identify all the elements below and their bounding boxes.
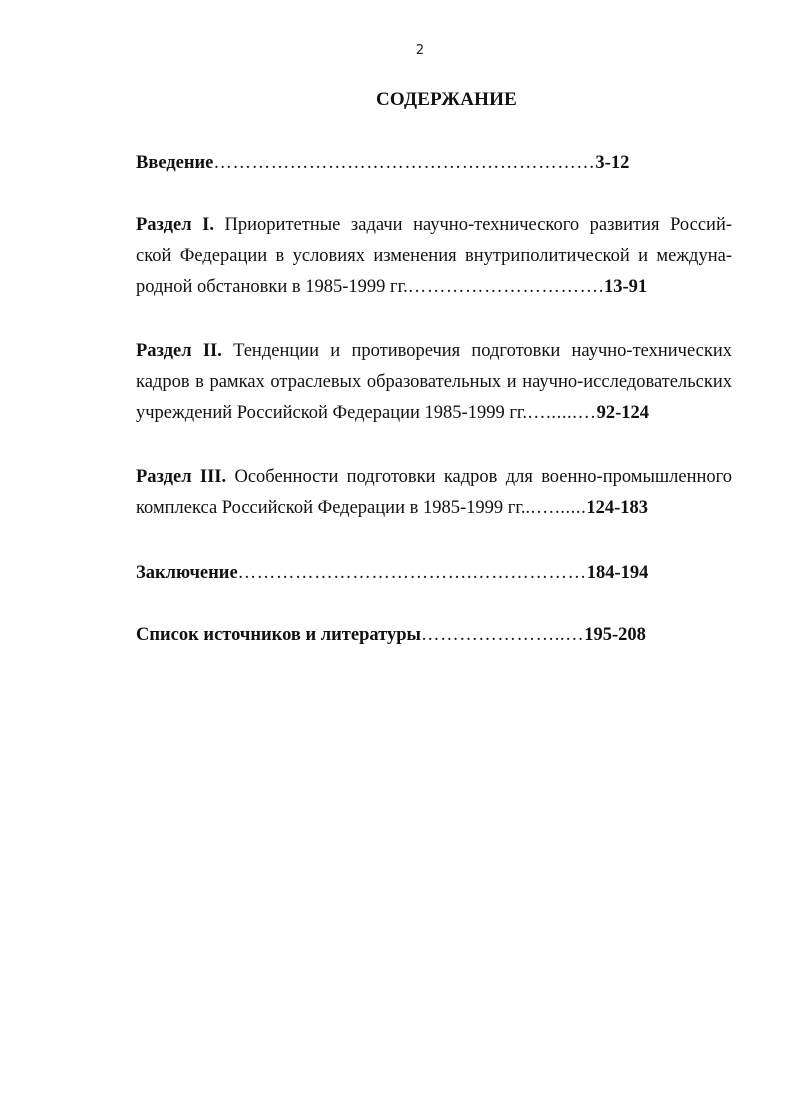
toc-entry-conclusion[interactable]	[136, 558, 732, 589]
toc-leader: …......…	[527, 403, 597, 423]
toc-entry-line	[136, 367, 732, 398]
toc-page-range: 195-208	[584, 625, 646, 645]
toc-entry-label: Раздел II.	[136, 341, 222, 361]
toc-title: СОДЕРЖАНИЕ	[376, 89, 517, 110]
toc-entry-label: Раздел III.	[136, 467, 227, 487]
toc-entry-line	[136, 493, 732, 524]
toc-entry-section-2[interactable]	[136, 336, 732, 429]
toc-page-range: 124-183	[586, 498, 649, 518]
toc-page-range: 13-91	[603, 277, 648, 297]
toc-leader: ……………………………………………………	[213, 153, 596, 173]
toc-page-range: 3-12	[595, 153, 630, 173]
toc-entry-label: Введение	[136, 153, 214, 173]
page-number: 2	[415, 43, 425, 58]
toc-leader: ………………………….	[407, 277, 604, 297]
toc-entry-text: Приоритетные задачи научно-технического развития Россий-	[224, 215, 733, 235]
toc-entry-label: Раздел I.	[136, 215, 214, 235]
toc-entry-text: Тенденции и противоречия подготовки научно-технических	[233, 341, 732, 361]
toc-entry-line	[136, 398, 732, 429]
toc-entry-intro[interactable]	[136, 148, 732, 179]
toc-entry-text: Особенности подготовки кадров для военно-промышленного	[234, 467, 732, 487]
toc-entry-text: комплекса Российской Федерации в 1985-1999 гг.	[136, 498, 526, 518]
toc-leader: …………………..…	[421, 625, 585, 645]
toc-page-range: 92-124	[596, 403, 650, 423]
toc-entry-text: кадров в рамках отраслевых образовательных и научно-исследовательских	[136, 372, 732, 392]
toc-entry-line	[136, 462, 732, 493]
toc-entry-text: родной обстановки в 1985-1999 гг.	[136, 277, 408, 297]
toc-entry-label: Список источников и литературы	[136, 625, 421, 645]
toc-entry-text: ской Федерации в условиях изменения внутриполитической и междуна-	[136, 246, 732, 266]
toc-entry-section-1[interactable]	[136, 210, 732, 303]
toc-page-range: 184-194	[586, 563, 649, 583]
toc-entry-line	[136, 336, 732, 367]
toc-leader: ……………………………….………………	[237, 563, 587, 583]
toc-entry-line	[136, 210, 732, 241]
toc-entry-section-3[interactable]	[136, 462, 732, 524]
toc-entry-text: учреждений Российской Федерации 1985-1999 гг.	[136, 403, 528, 423]
toc-entry-line	[136, 272, 732, 303]
toc-entry-sources[interactable]	[136, 620, 732, 651]
toc-entry-line	[136, 241, 732, 272]
toc-entry-label: Заключение	[136, 563, 238, 583]
toc-leader: ..…......	[525, 498, 587, 518]
